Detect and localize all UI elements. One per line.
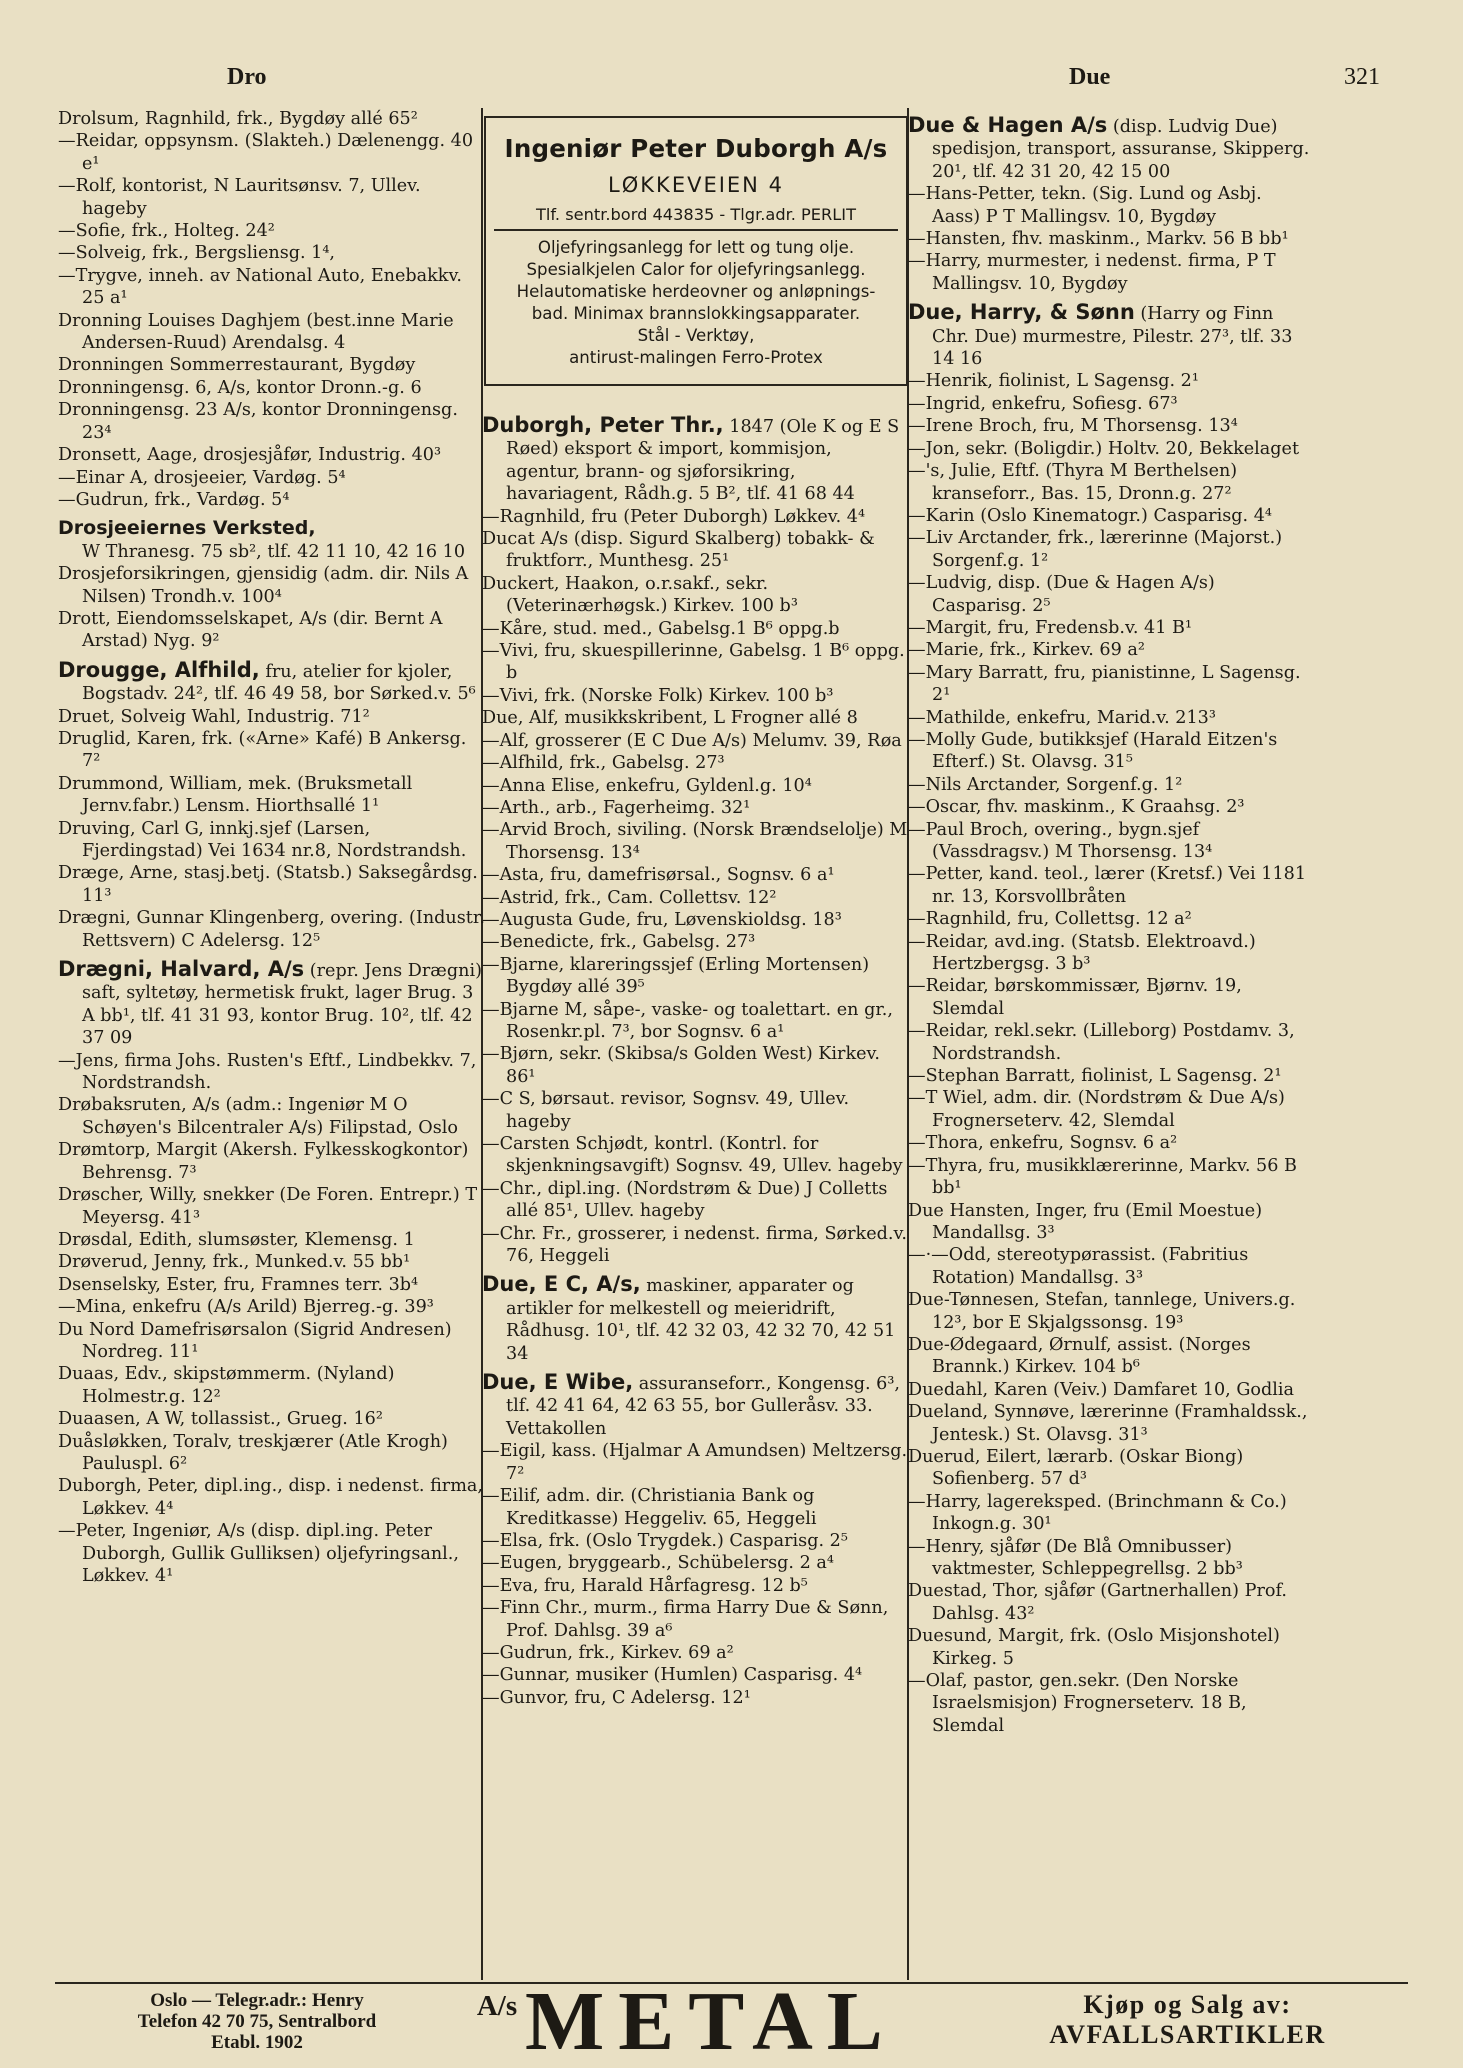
entry-text: —Henry, sjåfør (De Blå Omnibusser) vaktmester, Schleppegrellsg. 2 bb³: [908, 1536, 1243, 1579]
directory-entry: [908, 975, 1312, 1020]
directory-entry: [58, 1274, 486, 1296]
footer-contact-line: Oslo — Telegr.adr.: Henry: [150, 1990, 364, 2011]
entry-text: —Peter, Ingeniør, A/s (disp. dipl.ing. Peter Duborgh, Gullik Gulliksen) oljefyringsanl., Løkkev. 4¹: [58, 1521, 459, 1586]
directory-entry: [58, 175, 486, 220]
entry-text: W Thranesg. 75 sb², tlf. 42 11 10, 42 16 10: [82, 541, 466, 562]
directory-entry: [58, 907, 486, 952]
entry-text: —Chr., dipl.ing. (Nordstrøm & Due) J Colletts allé 85¹, Ullev. hageby: [482, 1178, 888, 1222]
entry-text: —Stephan Barratt, fiolinist, L Sagensg. 2¹: [908, 1066, 1282, 1087]
entry-text: Drolsum, Ragnhild, frk., Bygdøy allé 65²: [58, 109, 418, 129]
directory-entry: [908, 1087, 1312, 1132]
directory-entry: [482, 954, 908, 999]
entry-company-name: Due & Hagen A/s: [908, 113, 1108, 137]
entry-text: Druglid, Karen, frk. («Arne» Kafé) B Ankersg. 7²: [58, 728, 467, 772]
entry-text: Druet, Solveig Wahl, Industrig. 71²: [58, 706, 370, 727]
entry-text: maskiner, apparater og artikler for melkestell og meieridrift, Rådhusg. 10¹, tlf. 42 32 03, 42 32 70, 42 51 34: [506, 1276, 896, 1364]
entry-text: —Einar A, drosjeeier, Vardøg. 5⁴: [58, 467, 346, 488]
entry-text: —Anna Elise, enkefru, Gyldenl.g. 10⁴: [482, 775, 812, 796]
entry-text: Dræge, Arne, stasj.betj. (Statsb.) Saksegårdsg. 11³: [58, 863, 478, 906]
directory-entry: [908, 1155, 1312, 1200]
directory-entry: [58, 958, 486, 1050]
entry-text: Drøverud, Jenny, frk., Munked.v. 55 bb¹: [58, 1252, 411, 1273]
directory-entry: [908, 931, 1312, 976]
directory-entry: [482, 1133, 908, 1178]
footer-metal-wordmark: METAL: [525, 1975, 897, 2068]
ad-body: [486, 237, 906, 369]
directory-entry: [908, 114, 1312, 183]
entry-text: —Eva, fru, Harald Hårfagresg. 12 b⁵: [482, 1575, 808, 1596]
directory-entry: [908, 908, 1312, 930]
directory-entry: [908, 819, 1312, 864]
directory-entry: [482, 999, 908, 1044]
entry-text: —Gudrun, frk., Kirkev. 69 a²: [482, 1642, 734, 1663]
directory-entry: [908, 250, 1312, 295]
entry-text: assuranseforr., Kongensg. 6³, tlf. 42 41 64, 42 63 55, bor Gulleråsv. 33. Vettakollen: [506, 1374, 901, 1439]
entry-text: —Arvid Broch, siviling. (Norsk Brændselolje) M Thorsensg. 13⁴: [482, 820, 908, 863]
directory-entry: [908, 1625, 1312, 1670]
directory-entry: [482, 1273, 908, 1365]
entry-text: —Vivi, fru, skuespillerinne, Gabelsg. 1 B⁶ oppg. b: [482, 641, 905, 684]
directory-entry: [908, 1200, 1312, 1245]
directory-entry: [908, 393, 1312, 415]
entry-text: Drott, Eiendomsselskapet, A/s (dir. Bernt A Arstad) Nyg. 9²: [58, 608, 443, 652]
directory-entry: [908, 183, 1312, 228]
footer-contact-line: Etabl. 1902: [211, 2032, 303, 2053]
directory-entry: [58, 1475, 486, 1520]
entry-text: —Eugen, bryggearb., Schübelersg. 2 a⁴: [482, 1553, 834, 1574]
directory-column-1: [58, 108, 486, 1587]
directory-column-3: [908, 108, 1312, 1737]
directory-entry: [482, 1664, 908, 1686]
directory-entry: [482, 528, 908, 573]
entry-text: —Arth., arb., Fagerheimg. 32¹: [482, 797, 751, 818]
entry-text: —Molly Gude, butikksjef (Harald Eitzen's Efterf.) St. Olavsg. 31⁵: [908, 729, 1278, 773]
entry-text: Duåsløkken, Toralv, treskjærer (Atle Krogh) Pauluspl. 6²: [58, 1431, 448, 1474]
entry-text: —Gunnar, musiker (Humlen) Casparisg. 4⁴: [482, 1665, 863, 1686]
entry-text: Duerud, Eilert, lærarb. (Oskar Biong) Sofienberg. 57 d³: [908, 1446, 1244, 1490]
directory-entry: [58, 517, 486, 563]
directory-entry: [908, 1536, 1312, 1581]
footer-contact: [67, 1990, 447, 2053]
footer-as-mark: A/s: [476, 1990, 518, 2022]
entry-text: —Gudrun, frk., Vardøg. 5⁴: [58, 489, 290, 510]
directory-entry: [58, 1229, 486, 1251]
entry-text: —·—Odd, stereotypørassist. (Fabritius Rotation) Mandallsg. 3³: [908, 1245, 1249, 1288]
directory-entry: [482, 1485, 908, 1530]
ad-street: LØKKEVEIEN 4: [608, 173, 784, 197]
directory-entry: [58, 1431, 486, 1476]
entry-text: Duckert, Haakon, o.r.sakf., sekr. (Veterinærhøgsk.) Kirkev. 100 b³: [482, 573, 798, 617]
entry-text: fru, atelier for kjoler, Bogstadv. 24², tlf. 46 49 58, bor Sørked.v. 5⁶: [82, 661, 476, 705]
entry-text: —Elsa, frk. (Oslo Trygdek.) Casparisg. 2⁵: [482, 1530, 848, 1551]
entry-text: Due-Ødegaard, Ørnulf, assist. (Norges Brannk.) Kirkev. 104 b⁶: [908, 1334, 1251, 1378]
directory-entry: [908, 1020, 1312, 1065]
directory-entry: [908, 639, 1312, 661]
directory-entry: [908, 1670, 1312, 1737]
entry-text: —Hans-Petter, tekn. (Sig. Lund og Asbj. Aass) P T Mallingsv. 10, Bygdøy: [908, 184, 1262, 227]
directory-entry: [58, 1139, 486, 1184]
directory-entry: [482, 819, 908, 864]
entry-company-name: Due, Harry, & Sønn: [908, 300, 1135, 325]
entry-text: Duborgh, Peter, dipl.ing., disp. i nedenst. firma, Løkkev. 4⁴: [58, 1476, 483, 1519]
entry-text: —C S, børsaut. revisor, Sognsv. 49, Ullev. hageby: [482, 1089, 850, 1132]
directory-entry: [482, 414, 908, 506]
entry-text: —Paul Broch, overing., bygn.sjef (Vassdragsv.) M Thorsensg. 13⁴: [908, 819, 1213, 862]
entry-text: —Jens, firma Johs. Rusten's Eftf., Lindbekkv. 7, Nordstrandsh.: [58, 1050, 477, 1094]
entry-company-name: Duborgh, Peter Thr.,: [482, 413, 724, 437]
directory-entry: [482, 931, 908, 953]
footer-slogan-line: Kjøp og Salg av:: [1083, 1990, 1292, 2019]
directory-entry: [482, 752, 908, 774]
directory-entry: [58, 706, 486, 728]
directory-entry: [58, 377, 486, 399]
entry-text: —Ragnhild, fru (Peter Duborgh) Løkkev. 4⁴: [482, 506, 866, 527]
directory-entry: [58, 608, 486, 653]
header-left-guide-word: Dro: [227, 64, 267, 90]
footer-advertisement: [55, 1975, 1408, 2068]
directory-entry: [58, 444, 486, 466]
entry-text: —Ludvig, disp. (Due & Hagen A/s) Casparisg. 2⁵: [908, 573, 1215, 616]
directory-entry: [482, 1371, 908, 1440]
entry-text: —Bjarne, klareringssjef (Erling Mortensen) Bygdøy allé 39⁵: [482, 954, 870, 998]
entry-text: —Mary Barratt, fru, pianistinne, L Sagensg. 2¹: [908, 662, 1301, 706]
page-number: 321: [1344, 64, 1380, 90]
entry-text: (Harry og Finn Chr. Due) murmestre, Pilestr. 27³, tlf. 33 14 16: [932, 304, 1293, 370]
directory-entry: [908, 572, 1312, 617]
entry-text: —T Wiel, adm. dir. (Nordstrøm & Due A/s) Frognerseterv. 42, Slemdal: [908, 1088, 1285, 1131]
entry-text: —Mina, enkefru (A/s Arild) Bjerreg.-g. 39³: [58, 1297, 434, 1318]
directory-entry: [482, 1178, 908, 1223]
entry-text: Drummond, William, mek. (Bruksmetall Jernv.fabr.) Lensm. Hiorthsallé 1¹: [58, 773, 413, 817]
entry-text: Due-Tønnesen, Stefan, tannlege, Univers.g. 12³, bor E Skjalgssonsg. 19³: [908, 1290, 1296, 1333]
directory-entry: [908, 438, 1312, 460]
entry-text: —Asta, fru, damefrisørsal., Sognsv. 6 a¹: [482, 865, 835, 886]
entry-text: Druving, Carl G, innkj.sjef (Larsen, Fjerdingstad) Vei 1634 nr.8, Nordstrandsh.: [58, 818, 467, 861]
entry-text: Drøbaksruten, A/s (adm.: Ingeniør M O Schøyen's Bilcentraler A/s) Filipstad, Oslo: [58, 1095, 458, 1138]
directory-entry: [58, 1319, 486, 1364]
entry-text: —Carsten Schjødt, kontrl. (Kontrl. for skjenkningsavgift) Sognsv. 49, Ullev. hageby: [482, 1134, 903, 1177]
footer-slogan: [985, 1990, 1390, 2050]
ad-title: Ingeniør Peter Duborgh A/s: [504, 134, 888, 163]
ad-body-line: Spesialkjelen Calor for oljefyringsanlegg.: [526, 260, 866, 279]
entry-text: Duaas, Edv., skipstømmerm. (Nyland) Holmestr.g. 12²: [58, 1364, 395, 1407]
entry-text: —Trygve, inneh. av National Auto, Enebakkv. 25 a¹: [58, 265, 462, 309]
entry-text: —Eilif, adm. dir. (Christiania Bank og Kreditkasse) Heggeliv. 65, Heggeli: [482, 1486, 817, 1529]
entry-company-name: Drosjeeiernes Verksted,: [58, 517, 316, 540]
ad-body-line: bad. Minimax brannslokkingsapparater.: [531, 304, 861, 323]
directory-entry: [58, 1520, 486, 1587]
footer-contact-line: Telefon 42 70 75, Sentralbord: [137, 2011, 377, 2032]
entry-text: —Oscar, fhv. maskinm., K Graahsg. 2³: [908, 797, 1245, 818]
directory-entry: [482, 1530, 908, 1552]
directory-entry: [58, 220, 486, 242]
entry-text: Ducat A/s (disp. Sigurd Skalberg) tobakk- & fruktforr., Munthesg. 25¹: [482, 529, 875, 572]
entry-text: —Bjarne M, såpe-, vaske- og toalettart. en gr., Rosenkr.pl. 7³, bor Sognsv. 6 a¹: [482, 999, 893, 1042]
entry-text: —Benedicte, frk., Gabelsg. 27³: [482, 932, 756, 953]
directory-entry: [908, 1289, 1312, 1334]
entry-text: Duesund, Margit, frk. (Oslo Misjonshotel) Kirkeg. 5: [908, 1626, 1280, 1669]
directory-entry: [908, 707, 1312, 729]
entry-company-name: Drougge, Alfhild,: [58, 657, 260, 682]
entry-text: —Reidar, rekl.sekr. (Lilleborg) Postdamv. 3, Nordstrandsh.: [908, 1021, 1295, 1064]
directory-entry: [482, 1552, 908, 1574]
entry-text: Drømtorp, Margit (Akersh. Fylkesskogkontor) Behrensg. 7³: [58, 1140, 469, 1183]
directory-entry: [908, 460, 1312, 505]
entry-text: (repr. Jens Drægni) saft, syltetøy, hermetisk frukt, lager Brug. 3 A bb¹, tlf. 41 31 93, kontor Brug. 10², tlf. 42 37 09: [82, 961, 482, 1049]
directory-entry: [908, 729, 1312, 774]
directory-entry: [58, 399, 486, 444]
entry-text: Dronsett, Aage, drosjesjåfør, Industrig. 40³: [58, 445, 442, 466]
directory-entry: [482, 1575, 908, 1597]
directory-entry: [58, 489, 486, 511]
entry-text: Due, Alf, musikkskribent, L Frogner allé 8: [482, 708, 858, 729]
entry-text: —Karin (Oslo Kinematogr.) Casparisg. 4⁴: [908, 505, 1272, 526]
directory-entry: [908, 1580, 1312, 1625]
directory-entry: [58, 659, 486, 706]
directory-entry: [58, 354, 486, 376]
entry-text: —Mathilde, enkefru, Marid.v. 213³: [908, 707, 1216, 728]
directory-entry: [908, 228, 1312, 250]
directory-entry: [58, 1050, 486, 1095]
directory-entry: [482, 707, 908, 729]
entry-text: (disp. Ludvig Due) spedisjon, transport, assuranse, Skipperg. 20¹, tlf. 42 31 20, 42 15 00: [932, 117, 1310, 182]
directory-entry: [482, 864, 908, 886]
directory-entry: [908, 774, 1312, 796]
directory-entry: [482, 640, 908, 685]
directory-entry: [58, 467, 486, 489]
entry-text: —Margit, fru, Fredensb.v. 41 B¹: [908, 617, 1193, 638]
directory-entry: [482, 775, 908, 797]
ad-phone-line: Tlf. sentr.bord 443835 - Tlgr.adr. PERLIT: [494, 205, 898, 231]
page-header: [55, 64, 1408, 98]
directory-entry: [58, 1363, 486, 1408]
entry-company-name: Due, E C, A/s,: [482, 1272, 641, 1297]
directory-entry: [482, 1687, 908, 1709]
directory-column-2: [482, 408, 908, 1709]
entry-company-name: Drægni, Halvard, A/s: [58, 957, 305, 982]
directory-entry: [908, 1491, 1312, 1536]
entry-text: —'s, Julie, Eftf. (Thyra M Berthelsen) kranseforr., Bas. 15, Dronn.g. 27²: [908, 461, 1238, 504]
entry-text: Dueland, Synnøve, lærerinne (Framhaldssk., Jentesk.) St. Olavsg. 31³: [908, 1402, 1308, 1445]
entry-text: —Ingrid, enkefru, Sofiesg. 67³: [908, 393, 1178, 414]
directory-entry: [908, 1334, 1312, 1379]
entry-text: Drøscher, Willy, snekker (De Foren. Entrepr.) T Meyersg. 41³: [58, 1185, 478, 1228]
directory-entry: [908, 796, 1312, 818]
directory-entry: [58, 1184, 486, 1229]
directory-entry: [58, 1094, 486, 1139]
directory-entry: [908, 1065, 1312, 1087]
entry-text: —Alfhild, frk., Gabelsg. 27³: [482, 753, 725, 774]
entry-text: —Liv Arctander, frk., lærerinne (Majorst.) Sorgenf.g. 1²: [908, 528, 1283, 571]
advertisement-box: [484, 116, 908, 386]
ad-body-line: Helautomatiske herdeovner og anløpnings-: [516, 282, 876, 301]
entry-text: —Chr. Fr., grosserer, i nedenst. firma, Sørked.v. 76, Heggeli: [482, 1223, 907, 1267]
entry-text: —Thyra, fru, musikklærerinne, Markv. 56 B bb¹: [908, 1155, 1297, 1199]
directory-entry: [58, 563, 486, 608]
directory-entry: [482, 1223, 908, 1268]
directory-entry: [908, 662, 1312, 707]
ad-body-line: Oljefyringsanlegg for lett og tung olje.: [537, 238, 855, 257]
directory-entry: [482, 506, 908, 528]
directory-entry: [58, 818, 486, 863]
directory-entry: [58, 242, 486, 264]
directory-entry: [58, 130, 486, 175]
directory-entry: [482, 1043, 908, 1088]
entry-text: Du Nord Damefrisørsalon (Sigrid Andresen) Nordreg. 11¹: [58, 1319, 452, 1362]
directory-entry: [58, 1251, 486, 1273]
entry-text: Duaasen, A W, tollassist., Grueg. 16²: [58, 1409, 383, 1430]
entry-text: Duestad, Thor, sjåfør (Gartnerhallen) Prof. Dahlsg. 43²: [908, 1581, 1287, 1624]
entry-text: Dronning Louises Daghjem (best.inne Marie Andersen-Ruud) Arendalsg. 4: [58, 310, 454, 354]
entry-text: —Olaf, pastor, gen.sekr. (Den Norske Israelsmisjon) Frognerseterv. 18 B, Slemdal: [908, 1671, 1247, 1736]
directory-entry: [58, 773, 486, 818]
entry-text: —Astrid, frk., Cam. Collettsv. 12²: [482, 887, 777, 908]
entry-text: Dsenselsky, Ester, fru, Framnes terr. 3b⁴: [58, 1274, 419, 1295]
directory-entry: [58, 1296, 486, 1318]
directory-entry: [482, 618, 908, 640]
directory-entry: [908, 617, 1312, 639]
directory-entry: [908, 505, 1312, 527]
directory-entry: [908, 301, 1312, 370]
directory-entry: [482, 797, 908, 819]
entry-text: —Hansten, fhv. maskinm., Markv. 56 B bb¹: [908, 229, 1289, 250]
footer-slogan-line: AVFALLSARTIKLER: [1049, 2020, 1326, 2049]
entry-text: 1847 (Ole K og E S Røed) eksport & import, kommisjon, agentur, brann- og sjøforsikring, havariagent, Rådh.g. 5 B², tlf. 41 68 44: [506, 417, 900, 505]
directory-entry: [58, 728, 486, 773]
directory-entry: [482, 1440, 908, 1485]
header-right-guide-word: Due: [1069, 64, 1111, 90]
directory-entry: [908, 527, 1312, 572]
directory-entry: [482, 1597, 908, 1642]
directory-entry: [482, 685, 908, 707]
directory-entry: [908, 370, 1312, 392]
ad-body-line: antirust-malingen Ferro-Protex: [569, 348, 823, 367]
directory-entry: [58, 310, 486, 355]
directory-entry: [908, 1132, 1312, 1154]
directory-entry: [482, 730, 908, 752]
directory-entry: [58, 108, 486, 130]
entry-text: Dronningensg. 23 A/s, kontor Dronningensg. 23⁴: [58, 400, 458, 443]
entry-text: —Harry, lagereksped. (Brinchmann & Co.) Inkogn.g. 30¹: [908, 1491, 1287, 1535]
entry-text: —Bjørn, sekr. (Skibsa/s Golden West) Kirkev. 86¹: [482, 1044, 880, 1087]
entry-text: Drosjeforsikringen, gjensidig (adm. dir. Nils A Nilsen) Trondh.v. 100⁴: [58, 564, 469, 607]
entry-text: —Harry, murmester, i nedenst. firma, P T Mallingsv. 10, Bygdøy: [908, 251, 1276, 294]
directory-entry: [58, 265, 486, 310]
directory-entry: [58, 1408, 486, 1430]
entry-text: —Sofie, frk., Holteg. 24²: [58, 221, 275, 242]
entry-text: —Ragnhild, fru, Collettsg. 12 a²: [908, 909, 1192, 930]
directory-entry: [482, 1088, 908, 1133]
entry-text: —Augusta Gude, fru, Løvenskioldsg. 18³: [482, 909, 842, 930]
entry-text: —Nils Arctander, Sorgenf.g. 1²: [908, 774, 1183, 795]
directory-entry: [482, 909, 908, 931]
entry-text: —Reidar, børskommissær, Bjørnv. 19, Slemdal: [908, 976, 1242, 1019]
entry-text: —Finn Chr., murm., firma Harry Due & Sønn, Prof. Dahlsg. 39 a⁶: [482, 1598, 889, 1641]
entry-text: Dronningen Sommerrestaurant, Bygdøy: [58, 355, 416, 376]
ad-body-line: Stål - Verktøy,: [637, 326, 755, 345]
directory-entry: [482, 573, 908, 618]
entry-company-name: Due, E Wibe,: [482, 1370, 634, 1395]
entry-text: —Rolf, kontorist, N Lauritsønsv. 7, Ullev. hageby: [58, 176, 421, 219]
entry-text: Dronningensg. 6, A/s, kontor Dronn.-g. 6: [58, 377, 422, 398]
entry-text: —Thora, enkefru, Sognsv. 6 a²: [908, 1133, 1178, 1154]
entry-text: —Kåre, stud. med., Gabelsg.1 B⁶ oppg.b: [482, 618, 840, 639]
directory-entry: [908, 1244, 1312, 1289]
entry-text: —Vivi, frk. (Norske Folk) Kirkev. 100 b³: [482, 685, 834, 706]
entry-text: Duedahl, Karen (Veiv.) Damfaret 10, Godlia: [908, 1379, 1295, 1400]
entry-text: Drægni, Gunnar Klingenberg, overing. (Industr. Rettsvern) C Adelersg. 12⁵: [58, 908, 485, 951]
entry-text: —Solveig, frk., Bergsliensg. 1⁴,: [58, 243, 336, 264]
directory-entry: [908, 1401, 1312, 1446]
entry-text: —Petter, kand. teol., lærer (Kretsf.) Vei 1181 nr. 13, Korsvollbråten: [908, 864, 1307, 907]
directory-entry: [908, 1446, 1312, 1491]
directory-entry: [482, 887, 908, 909]
entry-text: —Reidar, oppsynsm. (Slakteh.) Dælenengg. 40 e¹: [58, 131, 474, 174]
entry-text: —Irene Broch, fru, M Thorsensg. 13⁴: [908, 416, 1238, 437]
directory-entry: [908, 1379, 1312, 1401]
entry-text: —Reidar, avd.ing. (Statsb. Elektroavd.) Hertzbergsg. 3 b³: [908, 931, 1256, 975]
directory-entry: [482, 1642, 908, 1664]
directory-entry: [908, 415, 1312, 437]
directory-entry: [908, 863, 1312, 908]
entry-text: —Gunvor, fru, C Adelersg. 12¹: [482, 1687, 751, 1708]
entry-text: —Eigil, kass. (Hjalmar A Amundsen) Meltzersg. 7²: [482, 1441, 908, 1484]
entry-text: Due Hansten, Inger, fru (Emil Moestue) Mandallsg. 3³: [908, 1200, 1263, 1243]
entry-text: —Alf, grosserer (E C Due A/s) Melumv. 39, Røa: [482, 730, 902, 751]
entry-text: Drøsdal, Edith, slumsøster, Klemensg. 1: [58, 1229, 415, 1250]
entry-text: —Henrik, fiolinist, L Sagensg. 2¹: [908, 371, 1199, 392]
entry-text: —Marie, frk., Kirkev. 69 a²: [908, 640, 1145, 661]
entry-text: —Jon, sekr. (Boligdir.) Holtv. 20, Bekkelaget: [908, 438, 1300, 459]
directory-entry: [58, 862, 486, 907]
